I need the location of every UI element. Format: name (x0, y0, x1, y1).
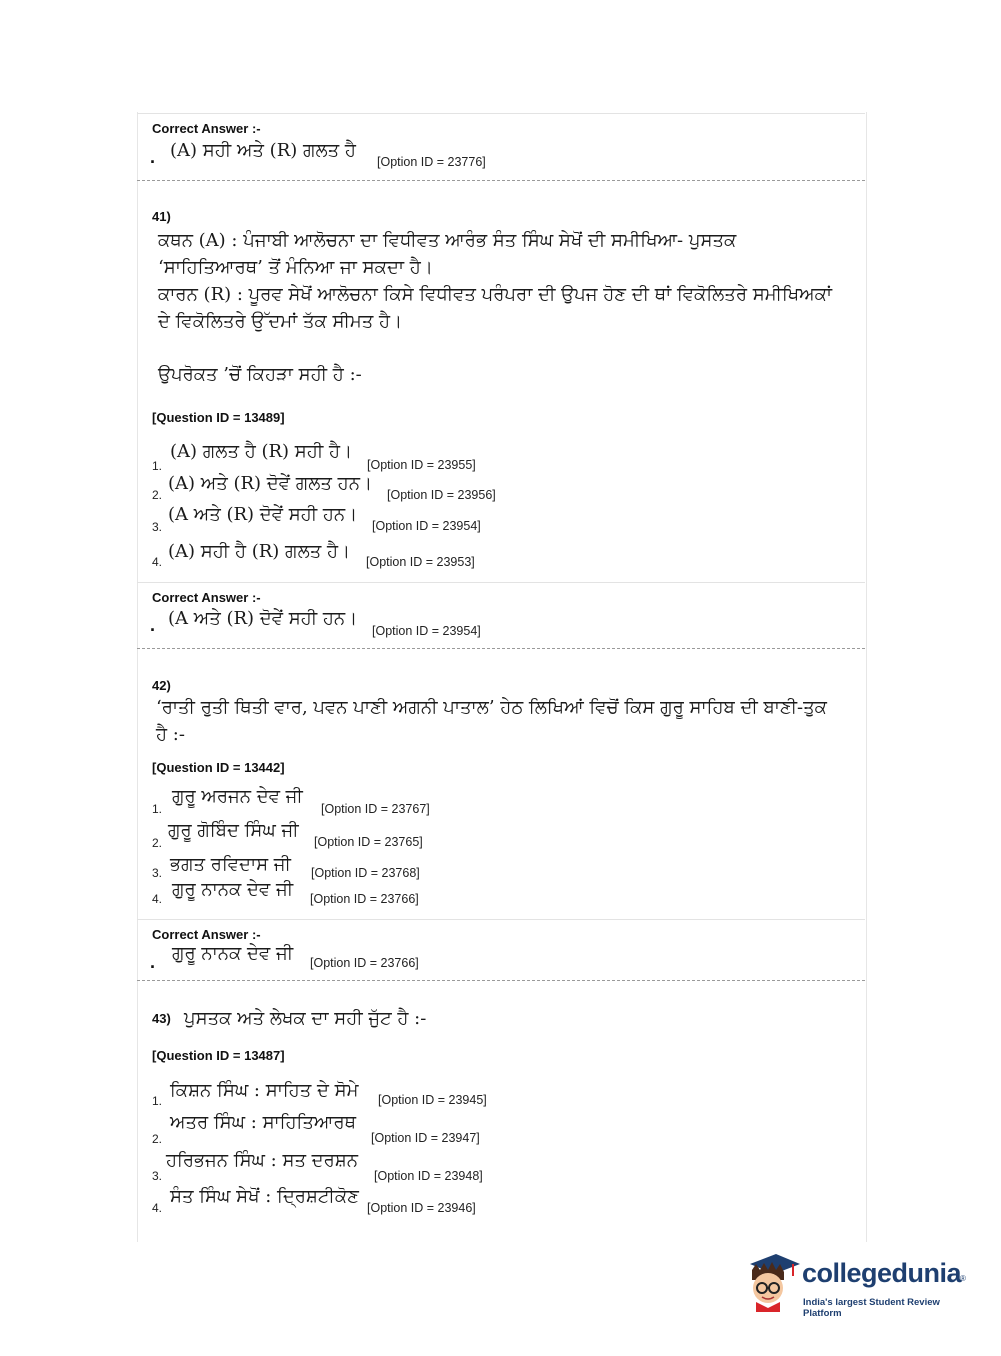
collegedunia-logo[interactable] (742, 1250, 967, 1320)
question-text-line: ਕਥਨ (A) : ਪੰਜਾਬੀ ਆਲੋਚਨਾ ਦਾ ਵਿਧੀਵਤ ਆਰੰਭ ਸੰਤ ਸਿੰਘ ਸੇਖੋਂ ਦੀ ਸਮੀਖਿਆ- ਪੁਸਤਕ (158, 230, 737, 251)
option-number: 2. (152, 1132, 163, 1146)
question-text-line: ‘ਸਾਹਿਤਿਆਰਥ’ ਤੋਂ ਮੰਨਿਆ ਜਾ ਸਕਦਾ ਹੈ। (158, 257, 433, 278)
option-number: 4. (152, 555, 163, 569)
question-prompt: ਉਪਰੋਕਤ ’ਚੋਂ ਕਿਹੜਾ ਸਹੀ ਹੈ :- (158, 364, 362, 385)
question-text-line: ‘ਰਾਤੀ ਰੁਤੀ ਥਿਤੀ ਵਾਰ, ਪਵਨ ਪਾਣੀ ਅਗਨੀ ਪਾਤਾਲ’ ਹੇਠ ਲਿਖਿਆਂ ਵਿਚੋਂ ਕਿਸ ਗੁਰੂ ਸਾਹਿਬ ਦੀ ਬਾਣੀ-ਤੁਕ (156, 697, 827, 718)
question-id: [Question ID = 13489] (152, 410, 285, 425)
option-id: [Option ID = 23953] (366, 555, 475, 569)
option-number: 4. (152, 892, 163, 906)
option-text: ਅਤਰ ਸਿੰਘ : ਸਾਹਿਤਿਆਰਥ (170, 1112, 357, 1133)
option-id: [Option ID = 23946] (367, 1201, 476, 1215)
option-text: (A) ਗਲਤ ਹੈ (R) ਸਹੀ ਹੈ। (170, 441, 353, 462)
option-number: 2. (152, 488, 163, 502)
brand-name: collegedunia (802, 1258, 962, 1288)
option-id: [Option ID = 23948] (374, 1169, 483, 1183)
option-id: [Option ID = 23956] (387, 488, 496, 502)
question-divider (137, 180, 865, 181)
bullet: . (150, 615, 156, 635)
option-id: [Option ID = 23954] (372, 624, 481, 638)
question-number: 43) (152, 1011, 171, 1026)
document-frame (137, 112, 867, 1242)
option-id: [Option ID = 23947] (371, 1131, 480, 1145)
question-text-line: ਪੁਸਤਕ ਅਤੇ ਲੇਖਕ ਦਾ ਸਹੀ ਜੁੱਟ ਹੈ :- (184, 1008, 427, 1029)
option-number: 1. (152, 459, 163, 473)
separator (137, 582, 865, 583)
option-id: [Option ID = 23954] (372, 519, 481, 533)
option-id: [Option ID = 23766] (310, 892, 419, 906)
question-divider (137, 980, 865, 981)
option-number: 3. (152, 866, 163, 880)
bullet: . (150, 952, 156, 972)
option-text: ਹਰਿਭਜਨ ਸਿੰਘ : ਸਤ ਦਰਸ਼ਨ (166, 1150, 358, 1171)
separator (137, 919, 865, 920)
brand-tagline: India's largest Student Review Platform (803, 1297, 940, 1319)
question-number: 41) (152, 209, 171, 224)
option-number: 1. (152, 1094, 163, 1108)
option-number: 1. (152, 802, 163, 816)
question-id: [Question ID = 13487] (152, 1048, 285, 1063)
option-text: ਭਗਤ ਰਵਿਦਾਸ ਜੀ (170, 854, 291, 875)
option-id: [Option ID = 23955] (367, 458, 476, 472)
question-number: 42) (152, 678, 171, 693)
bullet: . (150, 147, 156, 167)
option-text: ਗੁਰੂ ਨਾਨਕ ਦੇਵ ਜੀ (172, 879, 294, 900)
question-text-line: ਦੇ ਵਿਕੋਲਿਤਰੇ ਉੱਦਮਾਂ ਤੱਕ ਸੀਮਤ ਹੈ। (158, 311, 403, 332)
option-text: (A ਅਤੇ (R) ਦੋਵੇਂ ਸਹੀ ਹਨ। (168, 504, 358, 525)
option-text: ਗੁਰੂ ਗੋਬਿੰਦ ਸਿੰਘ ਜੀ (168, 820, 299, 841)
option-id: [Option ID = 23945] (378, 1093, 487, 1107)
option-id: [Option ID = 23766] (310, 956, 419, 970)
option-text: ਗੁਰੂ ਅਰਜਨ ਦੇਵ ਜੀ (172, 786, 303, 807)
trademark-symbol: ® (960, 1274, 966, 1283)
separator (137, 113, 865, 114)
correct-answer-text: ਗੁਰੂ ਨਾਨਕ ਦੇਵ ਜੀ (172, 943, 294, 964)
correct-answer-label: Correct Answer :- (152, 121, 261, 136)
option-text: ਕਿਸ਼ਨ ਸਿੰਘ : ਸਾਹਿਤ ਦੇ ਸੋਮੇ (170, 1080, 359, 1101)
question-divider (137, 648, 865, 649)
option-text: (A) ਸਹੀ ਹੈ (R) ਗਲਤ ਹੈ। (168, 541, 351, 562)
option-id: [Option ID = 23767] (321, 802, 430, 816)
option-number: 4. (152, 1201, 163, 1215)
correct-answer-label: Correct Answer :- (152, 927, 261, 942)
correct-answer-text: (A) ਸਹੀ ਅਤੇ (R) ਗਲਤ ਹੈ (170, 140, 356, 161)
option-id: [Option ID = 23776] (377, 155, 486, 169)
option-id: [Option ID = 23768] (311, 866, 420, 880)
option-number: 3. (152, 520, 163, 534)
option-text: (A) ਅਤੇ (R) ਦੋਵੇਂ ਗਲਤ ਹਨ। (168, 473, 373, 494)
correct-answer-label: Correct Answer :- (152, 590, 261, 605)
question-text-line: ਹੈ :- (156, 724, 185, 745)
option-id: [Option ID = 23765] (314, 835, 423, 849)
question-id: [Question ID = 13442] (152, 760, 285, 775)
option-number: 2. (152, 836, 163, 850)
correct-answer-text: (A ਅਤੇ (R) ਦੋਵੇਂ ਸਹੀ ਹਨ। (168, 608, 358, 629)
option-number: 3. (152, 1169, 163, 1183)
question-text-line: ਕਾਰਨ (R) : ਪੂਰਵ ਸੇਖੋਂ ਆਲੋਚਨਾ ਕਿਸੇ ਵਿਧੀਵਤ ਪਰੰਪਰਾ ਦੀ ਉਪਜ ਹੋਣ ਦੀ ਥਾਂ ਵਿਕੋਲਿਤਰੇ ਸਮੀਖਿਅਕਾਂ (158, 284, 833, 305)
option-text: ਸੰਤ ਸਿੰਘ ਸੇਖੋਂ : ਦ੍ਰਿਸ਼ਟੀਕੋਣ (170, 1186, 359, 1207)
mascot-icon (742, 1250, 802, 1312)
